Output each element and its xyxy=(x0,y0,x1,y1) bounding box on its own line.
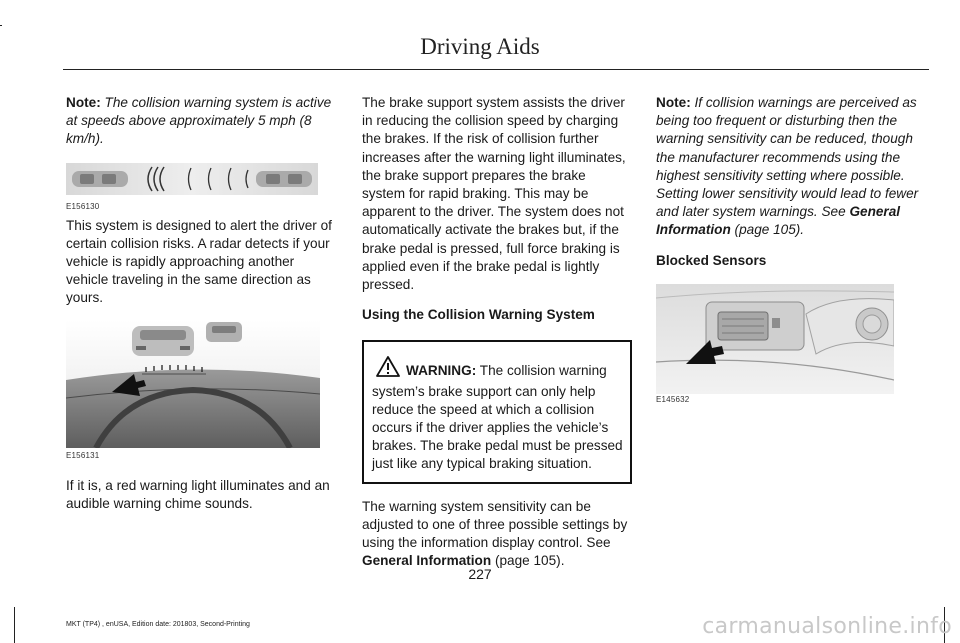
sensitivity-text: The warning system sensitivity can be adjusted to one of three possible settings by using the information display control. See xyxy=(362,498,628,551)
figure-id: E156131 xyxy=(66,450,100,460)
column-middle xyxy=(362,94,632,570)
note-paragraph xyxy=(66,94,336,149)
note-text: If collision warnings are perceived as being too frequent or disturbing then the warning sensitivity can be reduced, though the manufacturer recommends using the highest sensitivity setting where possible. Setting lower sensitivity would lead to fewer and later system warnings. See xyxy=(656,95,919,220)
blocked-sensors-figure xyxy=(656,284,928,409)
figure-id: E156130 xyxy=(66,201,100,211)
page-title: Driving Aids xyxy=(420,34,540,59)
crop-mark xyxy=(0,25,2,26)
front-sensor-image xyxy=(656,284,894,394)
windshield-warning-image xyxy=(66,320,320,448)
radar-waves-figure xyxy=(66,163,336,211)
warning-triangle-icon xyxy=(376,356,400,382)
note-label: Note: xyxy=(656,95,691,110)
header-rule xyxy=(63,69,929,70)
page-reference: (page 105). xyxy=(494,553,565,569)
windshield-figure xyxy=(66,320,336,465)
watermark: carmanualsonline.info xyxy=(702,614,952,639)
general-information-link[interactable]: General Information xyxy=(362,553,492,569)
body-paragraph xyxy=(362,498,632,571)
footer-edition: MKT (TP4) , enUSA, Edition date: 201803, Second-Printing xyxy=(66,621,250,628)
general-information-link[interactable]: General Information xyxy=(656,204,901,238)
note-label: Note: xyxy=(66,95,101,110)
warning-label: WARNING: xyxy=(406,363,477,379)
column-right xyxy=(656,94,928,409)
note-text: The collision warning system is active at speeds above approximately 5 mph (8 km/h). xyxy=(66,95,332,147)
body-paragraph: If it is, a red warning light illuminates and an audible warning chime sounds. xyxy=(66,478,330,512)
note-paragraph xyxy=(656,94,928,240)
body-paragraph: The brake support system assists the driver in reducing the collision speed by charging the brakes. If the risk of collision further increases after the warning light illuminates, the brake support prepares the brake system for rapid braking. This may be apparent to the driver. The system does not automatically activate the brakes but, if the brake pedal is pressed, full force braking is applied even if the brake pedal is lightly pressed. xyxy=(362,95,626,293)
page-number: 227 xyxy=(468,566,492,582)
warning-box xyxy=(362,340,632,483)
figure-id: E145632 xyxy=(656,395,690,405)
page-reference: (page 105). xyxy=(734,222,805,238)
crop-mark xyxy=(14,607,15,643)
radar-waves-image xyxy=(66,163,318,195)
column-left xyxy=(66,94,336,513)
body-paragraph: This system is designed to alert the driver of certain collision risks. A radar detects if your vehicle is rapidly approaching another vehicle traveling in the same direction as yours. xyxy=(66,217,332,306)
section-heading: Using the Collision Warning System xyxy=(362,307,595,323)
warning-text: The collision warning system’s brake support can only help reduce the speed at which a collision occurs if the driver applies the vehicle’s brakes. The brake pedal must be pressed just like any typical braking situation. xyxy=(372,363,623,472)
section-heading: Blocked Sensors xyxy=(656,252,767,268)
